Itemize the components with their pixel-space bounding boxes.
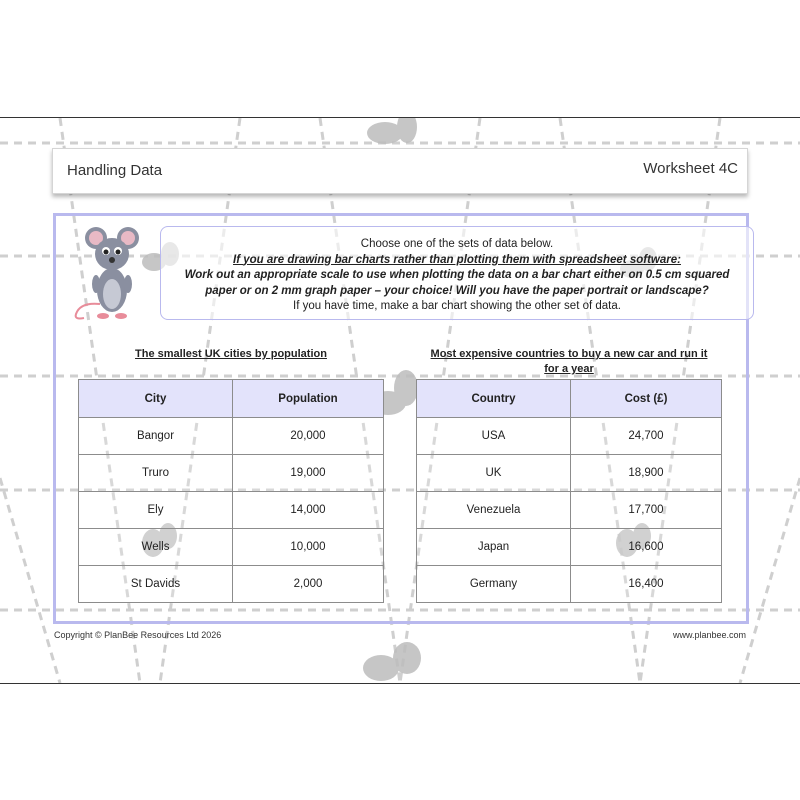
city-cell: Ely (79, 492, 233, 529)
city-cell: St Davids (79, 566, 233, 603)
table-header-row (417, 380, 722, 418)
country-cell: UK (417, 455, 571, 492)
table-row (79, 529, 384, 566)
cost-cell: 16,400 (571, 566, 722, 603)
cost-cell: 24,700 (571, 418, 722, 455)
table-row (417, 418, 722, 455)
right-table-title (416, 347, 722, 377)
website-link[interactable]: www.planbee.com (672, 630, 746, 640)
table-row (79, 566, 384, 603)
instruction-line-1: Choose one of the sets of data below. (360, 238, 554, 250)
population-cell: 20,000 (233, 418, 384, 455)
table-row (79, 418, 384, 455)
page-header (52, 148, 748, 194)
cost-cell: 16,600 (571, 529, 722, 566)
city-cell: Wells (79, 529, 233, 566)
instructions-box (160, 226, 754, 320)
right-table-title-line-1: Most expensive countries to buy a new car and run it (430, 348, 708, 360)
column-header-population: Population (233, 380, 384, 418)
left-table-title (78, 347, 384, 362)
country-cell: Venezuela (417, 492, 571, 529)
country-cell: USA (417, 418, 571, 455)
table-row (417, 455, 722, 492)
table-row (417, 566, 722, 603)
cities-population-table (78, 379, 384, 603)
country-cell: Germany (417, 566, 571, 603)
car-cost-table (416, 379, 722, 603)
table-row (417, 529, 722, 566)
population-cell: 14,000 (233, 492, 384, 529)
header-title: Handling Data (67, 162, 163, 179)
column-header-country: Country (417, 380, 571, 418)
content-panel (53, 213, 749, 624)
cost-cell: 18,900 (571, 455, 722, 492)
table-header-row (79, 380, 384, 418)
population-cell: 19,000 (233, 455, 384, 492)
table-row (79, 455, 384, 492)
left-table-title-text: The smallest UK cities by population (135, 348, 327, 360)
cost-cell: 17,700 (571, 492, 722, 529)
country-cell: Japan (417, 529, 571, 566)
mouse-mascot-icon (70, 224, 158, 324)
city-cell: Bangor (79, 418, 233, 455)
city-cell: Truro (79, 455, 233, 492)
worksheet-page (0, 117, 800, 684)
instruction-line-4: paper or on 2 mm graph paper – your choice! Will you have the paper portrait or landscape? (205, 284, 709, 297)
column-header-cost: Cost (£) (571, 380, 722, 418)
instruction-line-3: Work out an appropriate scale to use when plotting the data on a bar chart either on 0.5 cm squared (184, 269, 730, 281)
population-cell: 10,000 (233, 529, 384, 566)
worksheet-label: Worksheet 4C (643, 160, 738, 177)
column-header-city: City (79, 380, 233, 418)
instruction-line-2: If you are drawing bar charts rather than plotting them with spreadsheet software: (233, 253, 681, 266)
population-cell: 2,000 (233, 566, 384, 603)
table-row (417, 492, 722, 529)
right-table-title-line-2: for a year (544, 363, 594, 375)
table-row (79, 492, 384, 529)
instruction-line-5: If you have time, make a bar chart showing the other set of data. (293, 300, 621, 312)
copyright-text: Copyright © PlanBee Resources Ltd 2026 (54, 630, 222, 640)
